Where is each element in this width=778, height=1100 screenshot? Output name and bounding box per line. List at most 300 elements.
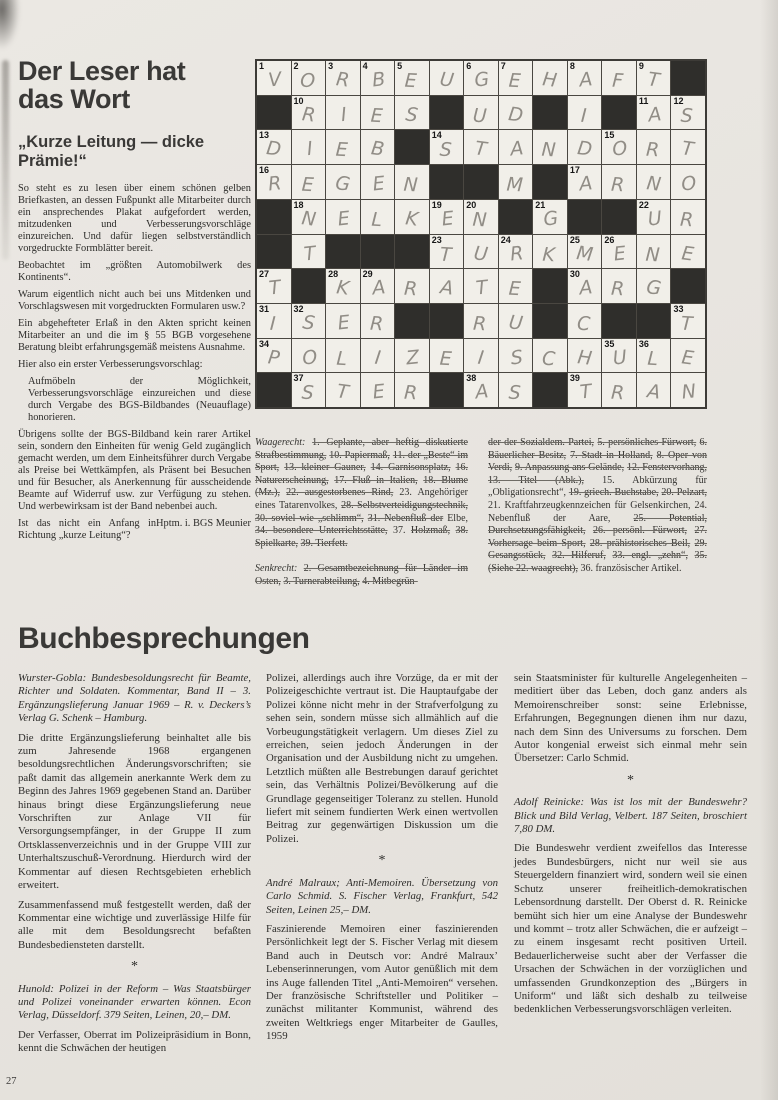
body-paragraph: Warum eigentlich nicht auch bei uns Mitdenken und Vorschlagswesen mit vorgedruckten Formularen usw.? (18, 289, 251, 312)
crossword-pencil-letter: N (541, 138, 557, 162)
crossword-black-cell (602, 304, 636, 338)
crossword-cell (671, 339, 705, 373)
crossword-pencil-letter: E (336, 311, 351, 335)
crossword-cell (326, 61, 360, 95)
crossword-pencil-letter: R (403, 381, 419, 405)
clue-struck-out: 4. Mitbegrün- (362, 575, 418, 587)
crossword-pencil-letter: A (370, 276, 386, 300)
crossword-cell (326, 130, 360, 164)
crossword-clue-number: 21 (535, 199, 546, 210)
clue-struck-out: 16. Naturerscheinung, (255, 462, 468, 486)
clue-list-label: Waagerecht: (255, 437, 306, 448)
crossword-cell (326, 339, 360, 373)
crossword-clue-number: 27 (259, 269, 270, 280)
clue-struck-out: 18. Blume (Mz.), (255, 474, 468, 499)
crossword-black-cell (257, 96, 291, 130)
crossword-clue-number: 6 (466, 61, 472, 71)
letter-closing-question: Ist das nicht ein Anfang in Richtung „kurze Leitung“? (18, 518, 157, 541)
crossword-black-cell (533, 269, 567, 303)
clue-struck-out: 1. Geplante, aber heftig diskutierte Strafbestimmung, (255, 437, 469, 461)
crossword-pencil-letter: R (300, 102, 317, 127)
crossword-pencil-letter: E (371, 380, 386, 404)
crossword-clue-number: 22 (638, 199, 649, 210)
crossword-pencil-letter: B (370, 68, 386, 92)
crossword-clue-number: 18 (293, 199, 304, 210)
crossword-black-cell (395, 130, 429, 164)
crossword-cell (361, 61, 395, 95)
crossword-pencil-letter: A (577, 276, 594, 300)
crossword-cell (464, 200, 498, 234)
crossword-cell (361, 373, 395, 407)
clue-struck-out: 7. Stadt in Holland, (570, 449, 653, 461)
clue-struck-out: 26. persönl. Fürwort, (592, 525, 688, 537)
crossword-black-cell (533, 96, 567, 130)
crossword-pencil-letter: B (369, 137, 386, 161)
crossword-black-cell (257, 235, 291, 269)
crossword-pencil-letter: I (373, 346, 382, 369)
crossword-cell (602, 165, 636, 199)
crossword-pencil-letter: N (403, 173, 419, 197)
clue-struck-out: Holzmaß, (410, 525, 451, 537)
crossword-pencil-letter: F (612, 69, 625, 93)
crossword-pencil-letter: K (404, 206, 420, 231)
clue-struck-out: 38. Spielkarte, (255, 525, 469, 549)
crossword-cell (637, 130, 671, 164)
crossword-clue-number: 31 (259, 303, 270, 314)
crossword-pencil-letter: R (369, 312, 384, 336)
body-paragraph: sein Staatsminister für kulturelle Angelegenheiten – meditiert über das Leben, doch ganz anders als Memoirenschreiber sonst: seine Erlebnisse, Erfahrungen, Begegnungen dienen ihm nur dazu, nach dem Sinn des Universums zu forschen. Dem Autor kongenial erweist sich einmal mehr sein Übersetzer: Carlo Schmid. (514, 672, 747, 765)
crossword-pencil-letter: T (475, 276, 489, 300)
crossword-cell (464, 96, 498, 130)
crossword-pencil-letter: T (646, 68, 661, 92)
crossword-cell (430, 269, 464, 303)
crossword-cell (602, 61, 636, 95)
crossword-clue-number: 14 (431, 130, 442, 141)
crossword-cell (292, 339, 326, 373)
crossword-clue-number: 17 (569, 165, 580, 176)
crossword-black-cell (602, 200, 636, 234)
crossword-clue-number: 5 (397, 61, 403, 71)
crossword-cell (430, 130, 464, 164)
crossword-cell (637, 339, 671, 373)
crossword-pencil-letter: S (300, 311, 316, 335)
body-paragraph: Polizei, allerdings auch ihre Vorzüge, da er mit der Polizeigeschichte vertraut ist. Die Hauptaufgabe der Polizei könne nicht mehr in der Strafverfolgung zu sehen sein, sondern müsse sich allmählich auf die Vorbeugungstätigkeit verlagern. Um dieses Ziel zu erreichen, seien jedoch Änderungen in der Organisation und der Ausbildung nicht zu umgehen. Letztlich müßten alle Bestrebungen darauf gerichtet sein, das Verhältnis Polizei/Bevölkerung auf die Grundlage gegenseitiger Toleranz zu stellen. Hunold liefert mit seinem fundierten Werk einen wertvollen Beitrag zur gegenwärtigen Diskussion um die Polizei. (266, 672, 498, 845)
crossword-pencil-letter: D (575, 137, 594, 162)
crossword-cell (533, 130, 567, 164)
crossword-cell (602, 235, 636, 269)
crossword-clue-number: 16 (259, 165, 270, 176)
letter-headline-line1: „Kurze Leitung — dicke (18, 133, 205, 151)
crossword-pencil-letter: Z (405, 345, 421, 369)
crossword-pencil-letter: E (438, 347, 452, 370)
crossword-pencil-letter: N (645, 172, 663, 196)
crossword-cell (637, 165, 671, 199)
crossword-cell (533, 200, 567, 234)
body-paragraph: Ein abgehefteter Erlaß in den Akten spricht keinen Mitarbeiter an und die im § 55 BGB vorgesehene Beratung bleibt erfahrungsgemäß meistens Ausnahme. (18, 318, 251, 353)
crossword-cell (292, 96, 326, 130)
clue-struck-out: 6. Bäuerlicher Besitz, (488, 437, 708, 461)
body-paragraph: Hier also ein erster Verbesserungsvorschlag: (18, 359, 203, 370)
crossword-cell (499, 339, 533, 373)
clue-struck-out: 2. Gesamtbezeichnung für Länder im Osten, (255, 563, 468, 587)
crossword-pencil-letter: A (577, 68, 594, 92)
crossword-cell (671, 96, 705, 130)
crossword-cell (361, 269, 395, 303)
crossword-pencil-letter: S (404, 102, 420, 127)
crossword-pencil-letter: I (305, 137, 314, 161)
clue-struck-out: 39. Tierfett. (300, 537, 348, 549)
crossword-cell (568, 269, 602, 303)
crossword-clue-number: 32 (293, 303, 304, 314)
body-paragraph: Zusammenfassend muß festgestellt werden, daß der Kommentar eine wichtige und zuverlässige Hilfe für alle mit dem Besoldungsrecht befaßten Bundesbediensteten darstellt. (18, 898, 251, 951)
crossword-cell (395, 165, 429, 199)
crossword-pencil-letter: L (370, 208, 383, 231)
body-paragraph: Der Verfasser, Oberrat im Polizeipräsidium in Bonn, kennt die Schwächen der heutigen (18, 1028, 251, 1055)
crossword-clues-right-column (488, 437, 707, 589)
crossword-cell (430, 235, 464, 269)
crossword-pencil-letter: K (335, 276, 351, 300)
body-paragraph: Die Bundeswehr verdient zweifellos das Interesse jedes Bundesbürgers, nicht nur weil sie aus Steuergeldern finanziert wird, sondern weil sie einen Schutz unserer freiheitlich-demokratischen Lebensordnung darstellt. Der Oberst d. R. Reinicke bemüht sich hier um eine Analyse der Bundeswehr und kommt – trotz aller Schwächen, die er aufzeigt – zu einem insgesamt recht positiven Urteil. Bedauerlicherweise sucht aber der Verfasser die Ursachen der Schwächen in der vorzüglichen und umfassenden Grundkonzeption des „Bürgers in Uniform“ und läßt sich deshalb zu teilweise bedenklichen Verbesserungsvorschlägen verleiten. (514, 842, 747, 1016)
crossword-pencil-letter: R (267, 172, 283, 196)
clue-struck-out: 25. Potential, Durchsetzungsfähigkeit, (488, 512, 708, 537)
crossword-clue-number: 29 (362, 269, 373, 280)
crossword-pencil-letter: E (335, 138, 349, 162)
crossword-black-cell (257, 200, 291, 234)
clues-across (255, 437, 468, 550)
scan-artifact-streak (2, 60, 9, 260)
crossword-pencil-letter: T (335, 380, 350, 404)
crossword-pencil-letter: K (542, 242, 556, 266)
crossword-cell (361, 165, 395, 199)
crossword-clue-number: 9 (638, 61, 644, 71)
crossword-pencil-letter: S (509, 345, 524, 369)
crossword-clue-number: 34 (259, 338, 270, 349)
crossword-pencil-letter: U (507, 310, 524, 335)
crossword-pencil-letter: I (269, 312, 277, 335)
crossword-pencil-letter: A (474, 380, 490, 404)
crossword-pencil-letter: D (265, 137, 283, 162)
crossword-cell (292, 235, 326, 269)
crossword-cell (430, 200, 464, 234)
clue-struck-out: 28. Selbstverteidigungstechnik, (341, 499, 468, 511)
crossword-clue-number: 13 (259, 130, 270, 141)
crossword-black-cell (533, 304, 567, 338)
crossword-cell (568, 61, 602, 95)
clue-struck-out: 28. prähistorisches Beil, (589, 537, 691, 549)
clue-struck-out: 9. Anpassung ans Gelände, (515, 462, 625, 474)
crossword-pencil-letter: S (438, 138, 453, 162)
crossword-cell (637, 200, 671, 234)
crossword-cell (326, 165, 360, 199)
crossword-cell (499, 165, 533, 199)
crossword-black-cell (430, 96, 464, 130)
crossword-pencil-letter: T (578, 380, 593, 404)
clue-struck-out: 33. engl. „zehn“, (612, 550, 688, 562)
crossword-pencil-letter: D (506, 102, 525, 127)
crossword-pencil-letter: R (403, 277, 419, 301)
crossword-puzzle (255, 59, 707, 409)
clue: 15. Abkürzung für „Obligationsrecht“, (488, 474, 708, 499)
crossword-pencil-letter: U (472, 104, 488, 127)
star-separator: * (627, 772, 634, 788)
crossword-clue-number: 4 (362, 61, 368, 71)
crossword-cell (257, 130, 291, 164)
clue-struck-out: 5. persönliches Fürwort, (597, 437, 697, 448)
clue: 24. Nebenfluß der Aare, (488, 499, 707, 524)
crossword-pencil-letter: A (438, 276, 455, 300)
crossword-cell (361, 304, 395, 338)
crossword-pencil-letter: H (541, 68, 559, 92)
letter-headline-line2: Prämie!“ (18, 152, 87, 170)
page-number: 27 (6, 1076, 17, 1087)
crossword-pencil-letter: G (645, 276, 663, 300)
crossword-pencil-letter: H (576, 345, 594, 370)
section-title-line2: das Wort (18, 84, 130, 114)
star-separator: * (131, 959, 138, 975)
crossword-cell (499, 269, 533, 303)
crossword-black-cell (671, 61, 705, 95)
clue-struck-out: 13. Titel (Abk.), (488, 474, 584, 486)
crossword-pencil-letter: A (645, 380, 662, 404)
crossword-black-cell (637, 304, 671, 338)
crossword-cell (395, 200, 429, 234)
crossword-pencil-letter: G (473, 68, 491, 92)
crossword-cell (257, 165, 291, 199)
crossword-black-cell (533, 165, 567, 199)
crossword-pencil-letter: N (644, 242, 661, 266)
crossword-pencil-letter: T (473, 137, 489, 161)
body-paragraph: Beobachtet im „größten Automobilwerk des Kontinents“. (18, 260, 251, 283)
clue-struck-out: 13. kleiner Gauner, (284, 462, 366, 474)
crossword-pencil-letter: R (334, 68, 351, 92)
scan-artifact-corner (0, 0, 20, 50)
crossword-cell (637, 61, 671, 95)
crossword-pencil-letter: S (680, 104, 694, 127)
crossword-black-cell (464, 165, 498, 199)
crossword-pencil-letter: R (610, 381, 626, 405)
crossword-cell (361, 200, 395, 234)
book-title-paragraph: Hunold: Polizei in der Reform – Was Staatsbürger und Polizei voneinander erwarten können. Econ Verlag, Düsseldorf. 379 Seiten, Leinen, 20,– DM. (18, 982, 251, 1022)
review-column-3 (514, 672, 747, 1023)
crossword-pencil-letter: E (371, 172, 386, 196)
crossword-cell (464, 130, 498, 164)
crossword-cell (568, 235, 602, 269)
crossword-cell (499, 96, 533, 130)
star-separator: * (378, 853, 386, 869)
body-paragraph: So steht es zu lesen über einem schönen gelben Briefkasten, an dessen Fußpunkt alle Mitarbeiter durch ein ansprechendes Plakat aufgefordert werden, mitzudenken und Verbesserungsvorschläge einzureichen. Und dafür liegen selbstverständlich vorgedruckte Formblätter bereit. (18, 183, 251, 254)
crossword-cell (326, 269, 360, 303)
crossword-pencil-letter: L (335, 347, 348, 370)
crossword-cell (671, 373, 705, 407)
crossword-pencil-letter: A (508, 137, 525, 161)
crossword-cell (292, 61, 326, 95)
clue-struck-out: 11. der „Beste“ im Sport, (255, 449, 469, 474)
crossword-cell (257, 61, 291, 95)
crossword-black-cell (568, 200, 602, 234)
crossword-pencil-letter: E (369, 104, 383, 127)
crossword-pencil-letter: S (300, 381, 314, 405)
body-paragraph: Die dritte Ergänzungslieferung beinhaltet alle bis zum Jahresende 1968 ergangenen besoldungsrechtlichen Änderungsvorschriften; sie paßt damit das allgemein anerkannte Werk dem zu Beginn des Jahres 1969 gegebenen Stand an. Darüber hinaus bringt diese Ergänzungslieferung neue Vorschriften zur Anlage VII für Versorgungsempfänger, in der Gruppe II zum Ortsklassenverzeichnis und in der Gruppe VIII zur Unterhaltszuschuß-Verordnung. Hierdurch wird der Kommentar auf diesen Rechtsgebieten erheblich erweitert. (18, 731, 251, 892)
clue: 37. (392, 525, 406, 537)
clue-struck-out: 27. Vorhersage beim Sport, (488, 525, 708, 549)
clue-list-label: Senkrecht: (255, 563, 298, 575)
crossword-cell (568, 373, 602, 407)
crossword-cell (464, 339, 498, 373)
crossword-cell (602, 339, 636, 373)
crossword-cell (326, 200, 360, 234)
crossword-cell (499, 61, 533, 95)
crossword-cell (395, 96, 429, 130)
crossword-pencil-letter: E (440, 206, 455, 231)
crossword-cell (326, 304, 360, 338)
book-title-paragraph: Adolf Reinicke: Was ist los mit der Bundeswehr? Blick und Bild Verlag, Velbert. 187 Seiten, broschiert 7,80 DM. (514, 796, 747, 836)
crossword-pencil-letter: E (613, 241, 628, 265)
review-column-2 (266, 672, 498, 1050)
scan-artifact-edge (760, 0, 778, 1100)
crossword-cell (671, 200, 705, 234)
crossword-pencil-letter: M (575, 241, 595, 266)
crossword-pencil-letter: C (541, 347, 557, 370)
clue-struck-out: 8. Oper von Verdi, (488, 449, 708, 474)
reader-letter-section (18, 57, 251, 542)
crossword-cell (361, 96, 395, 130)
reviews-header: Buchbesprechungen (18, 622, 310, 655)
book-title-paragraph: Wurster-Gobla: Bundesbesoldungsrecht für Beamte, Richter und Soldaten. Kommentar, Band II – 3. Ergänzungslieferung Januar 1969 – R. v. Deckers’s Verlag G. Schenk – Hamburg. (18, 672, 251, 725)
crossword-pencil-letter: R (679, 208, 695, 231)
section-title-line1: Der Leser hat (18, 56, 186, 86)
crossword-pencil-letter: O (611, 137, 629, 161)
crossword-black-cell (395, 235, 429, 269)
crossword-pencil-letter: N (680, 380, 698, 404)
crossword-cell (257, 339, 291, 373)
crossword-pencil-letter: O (299, 69, 316, 93)
crossword-black-cell (395, 304, 429, 338)
crossword-cell (292, 200, 326, 234)
body-paragraph: Aufmöbeln der Möglichkeit, Verbesserungsvorschläge einzureichen und diese durch Vergabe des BGS-Bildbandes (Neuauflage) honorieren. (28, 376, 251, 423)
crossword-clue-number: 38 (466, 373, 477, 384)
crossword-pencil-letter: L (646, 347, 659, 370)
crossword-pencil-letter: G (334, 172, 352, 196)
crossword-black-cell (602, 96, 636, 130)
crossword-cell (637, 96, 671, 130)
crossword-cell (292, 165, 326, 199)
crossword-pencil-letter: R (508, 241, 525, 265)
crossword-pencil-letter: O (300, 345, 318, 370)
crossword-black-cell (533, 373, 567, 407)
crossword-cell (430, 61, 464, 95)
book-title-paragraph: André Malraux; Anti-Memoiren. Übersetzung von Carlo Schmid. S. Fischer Verlag, Frankfurt, 542 Seiten, Leinen 25,– DM. (266, 876, 498, 916)
crossword-clue-number: 20 (466, 199, 477, 210)
body-paragraph: Faszinierende Memoiren einer faszinierenden Persönlichkeit legt der S. Fischer Verlag mit diesem Band auch in Deutsch vor: André Malraux’ Lebenserinnerungen, vom Autor genüßlich mit dem ins Auge fallenden Titel „Anti-Memoiren“ versehen. Der französische Schriftsteller und Politiker – zunächst militanter Kommunist, während des zweiten Weltkriegs enger Mitarbeiter de Gaulles, 1959 (266, 922, 498, 1043)
letter-signature: Hptm. i. BGS Meunier (156, 518, 251, 529)
crossword-cell (568, 96, 602, 130)
crossword-clue-number: 30 (569, 269, 580, 280)
crossword-cell (395, 373, 429, 407)
crossword-clue-number: 35 (604, 338, 615, 349)
clues-down-continued (488, 437, 707, 576)
crossword-pencil-letter: R (610, 173, 626, 197)
crossword-cell (568, 165, 602, 199)
crossword-cell (568, 304, 602, 338)
crossword-pencil-letter: T (680, 312, 694, 335)
crossword-cell (395, 61, 429, 95)
clues-down-start (255, 563, 468, 588)
crossword-pencil-letter: S (507, 381, 522, 405)
crossword-pencil-letter: G (542, 206, 560, 231)
clue-struck-out: der der Sozialdem. Partei, (488, 437, 595, 448)
crossword-pencil-letter: R (645, 138, 660, 162)
crossword-clue-number: 8 (569, 61, 575, 71)
crossword-cell (602, 269, 636, 303)
crossword-pencil-letter: R (610, 277, 626, 301)
crossword-cell (257, 269, 291, 303)
clue-struck-out: 17. Fluß in Italien, (334, 474, 418, 486)
crossword-cell (637, 269, 671, 303)
clue: Elbe, (447, 512, 469, 524)
crossword-black-cell (430, 165, 464, 199)
crossword-pencil-letter: I (580, 104, 587, 127)
clue: 23. Angehöriger eines Tatarenvolkes, (255, 487, 468, 511)
crossword-black-cell (671, 269, 705, 303)
clue-struck-out: 10. Papiermaß, (329, 449, 390, 461)
crossword-pencil-letter: N (472, 208, 488, 231)
crossword-cell (499, 235, 533, 269)
crossword-pencil-letter: N (299, 206, 317, 231)
crossword-cell (257, 304, 291, 338)
crossword-pencil-letter: U (438, 68, 455, 92)
crossword-cell (533, 339, 567, 373)
crossword-pencil-letter: P (266, 345, 281, 370)
crossword-pencil-letter: U (612, 345, 629, 370)
crossword-cell (395, 269, 429, 303)
crossword-pencil-letter: E (680, 241, 696, 265)
crossword-pencil-letter: U (472, 241, 490, 266)
crossword-black-cell (326, 235, 360, 269)
clue-struck-out: 34. besondere Unterrichtsstätte, (255, 525, 388, 537)
crossword-cell (326, 96, 360, 130)
crossword-clue-number: 28 (328, 269, 339, 280)
crossword-clue-number: 10 (293, 95, 304, 106)
crossword-pencil-letter: R (472, 312, 488, 336)
crossword-cell (361, 130, 395, 164)
crossword-pencil-letter: I (476, 346, 486, 369)
crossword-clue-number: 25 (569, 234, 580, 245)
crossword-pencil-letter: T (681, 137, 696, 161)
crossword-black-cell (499, 200, 533, 234)
crossword-clues-left-column (255, 437, 468, 602)
letter-headline (18, 133, 251, 171)
crossword-clue-number: 23 (431, 234, 442, 245)
crossword-clue-number: 2 (293, 61, 299, 71)
crossword-black-cell (361, 235, 395, 269)
clue: 36. französischer Artikel. (580, 562, 682, 574)
crossword-cell (361, 339, 395, 373)
body-paragraph: Übrigens sollte der BGS-Bildband kein rarer Artikel sein, sondern den Einheiten für wenig Geld zugänglich gemacht werden, um dem Einheitsführer durch Vergabe als Preise bei Wettkämpfen, als Präsent bei Besuchen und für Besucher, als Anerkennung für ausscheidende Beamte auf Widerruf usw. zur Verfügung zu stehen. Und werbewirksam ist der Band nebenbei auch. (18, 429, 251, 512)
crossword-pencil-letter: E (507, 277, 522, 301)
crossword-clue-number: 7 (500, 61, 506, 71)
crossword-pencil-letter: T (439, 243, 452, 266)
crossword-cell (533, 235, 567, 269)
crossword-cell (602, 130, 636, 164)
crossword-cell (395, 339, 429, 373)
crossword-cell (671, 304, 705, 338)
section-title (18, 57, 251, 113)
crossword-pencil-letter: T (267, 276, 282, 300)
crossword-clue-number: 15 (604, 130, 615, 141)
review-column-1 (18, 672, 251, 1062)
clue-struck-out: 32. Hilferuf, (552, 550, 606, 562)
crossword-cell (602, 373, 636, 407)
